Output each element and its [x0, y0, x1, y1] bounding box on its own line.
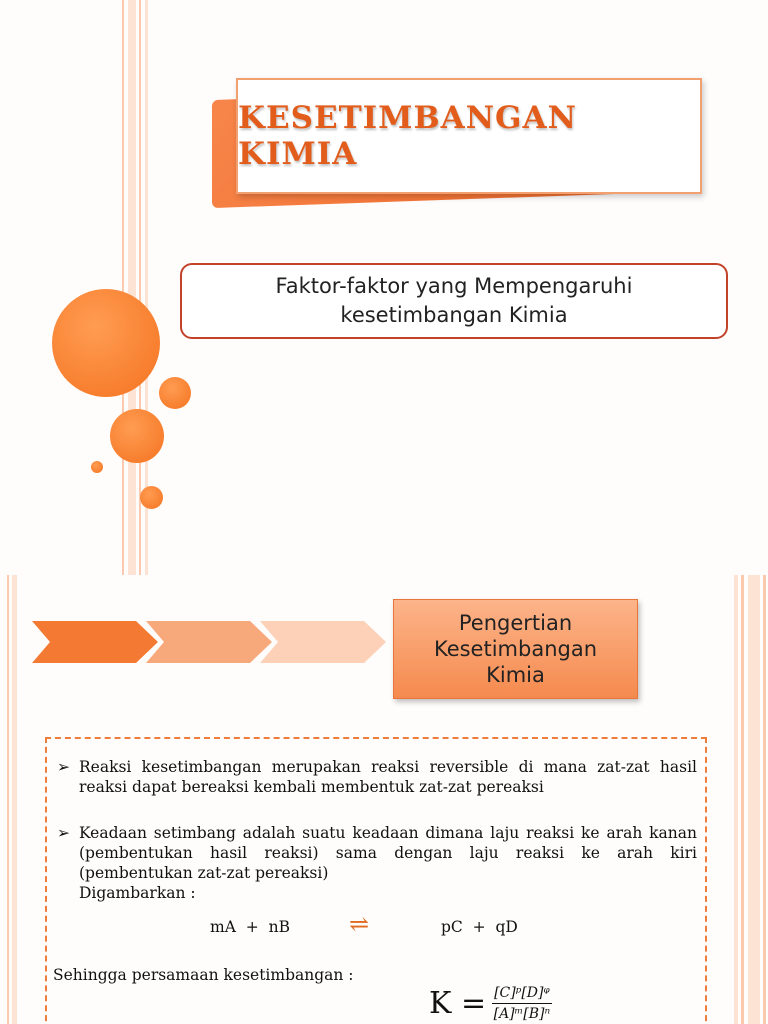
k-fraction [492, 985, 552, 1022]
decor-circle-dot [91, 461, 103, 473]
subtitle-text [276, 272, 633, 330]
decor-circle-small [159, 377, 191, 409]
k-numerator: [C]ᵖ[D]ᵠ [492, 985, 552, 1004]
chevron-arrow-icon [146, 621, 272, 663]
header-line-1: Pengertian [458, 611, 573, 635]
decor-stripe [7, 575, 9, 1024]
bullet-arrow-icon: ➢ [57, 758, 70, 776]
list-item [57, 757, 697, 797]
chevron-arrow-icon [32, 621, 158, 663]
decor-stripe [139, 0, 141, 575]
decor-stripe [128, 0, 136, 575]
decor-stripe [763, 575, 766, 1024]
header-line-3: Kimia [486, 663, 545, 687]
described-label: Digambarkan : [79, 884, 196, 902]
reaction-equation [47, 910, 705, 939]
list-item [57, 823, 697, 883]
decor-stripe [122, 0, 124, 575]
section-header-box [393, 599, 638, 699]
title-box [236, 78, 702, 194]
decor-stripe [734, 575, 738, 1024]
k-denominator: [A]ᵐ[B]ⁿ [493, 1006, 551, 1022]
equilibrium-arrow-icon: ⇌ [349, 910, 370, 938]
equation-products: pC + qD [441, 918, 518, 936]
decor-circle-medium [110, 409, 164, 463]
k-formula [429, 985, 552, 1022]
slide-title-text: KESETIMBANGAN KIMIA [238, 100, 577, 172]
definition-content-box [45, 737, 707, 1024]
slide-definition [0, 575, 768, 1024]
decor-stripe [748, 575, 760, 1024]
decor-stripe [741, 575, 744, 1024]
subtitle-line-1: Faktor-faktor yang Mempengaruhi [275, 274, 633, 298]
header-line-2: Kesetimbangan [433, 637, 598, 661]
k-symbol: K = [429, 986, 487, 1021]
title-banner [212, 78, 698, 218]
subtitle-box [180, 263, 728, 339]
decor-circle-large [52, 289, 160, 397]
bullet-arrow-icon: ➢ [57, 824, 70, 842]
bullet-text: Reaksi kesetimbangan merupakan reaksi reversible di mana zat-zat hasil reaksi dapat bereaksi kembali membentuk zat-zat pereaksi [79, 758, 697, 796]
decor-circle-small [140, 486, 163, 509]
decor-stripe [12, 575, 17, 1024]
chevron-arrow-icon [260, 621, 386, 663]
subtitle-line-2: kesetimbangan Kimia [340, 303, 568, 327]
bullet-text: Keadaan setimbang adalah suatu keadaan dimana laju reaksi ke arah kanan (pembentukan hasil reaksi) sama dengan laju reaksi ke arah kiri (pembentukan zat-zat pereaksi) [79, 824, 697, 882]
equilibrium-label: Sehingga persamaan kesetimbangan : [53, 966, 354, 984]
equation-reactants: mA + nB [210, 918, 290, 936]
section-header-text [434, 610, 597, 688]
